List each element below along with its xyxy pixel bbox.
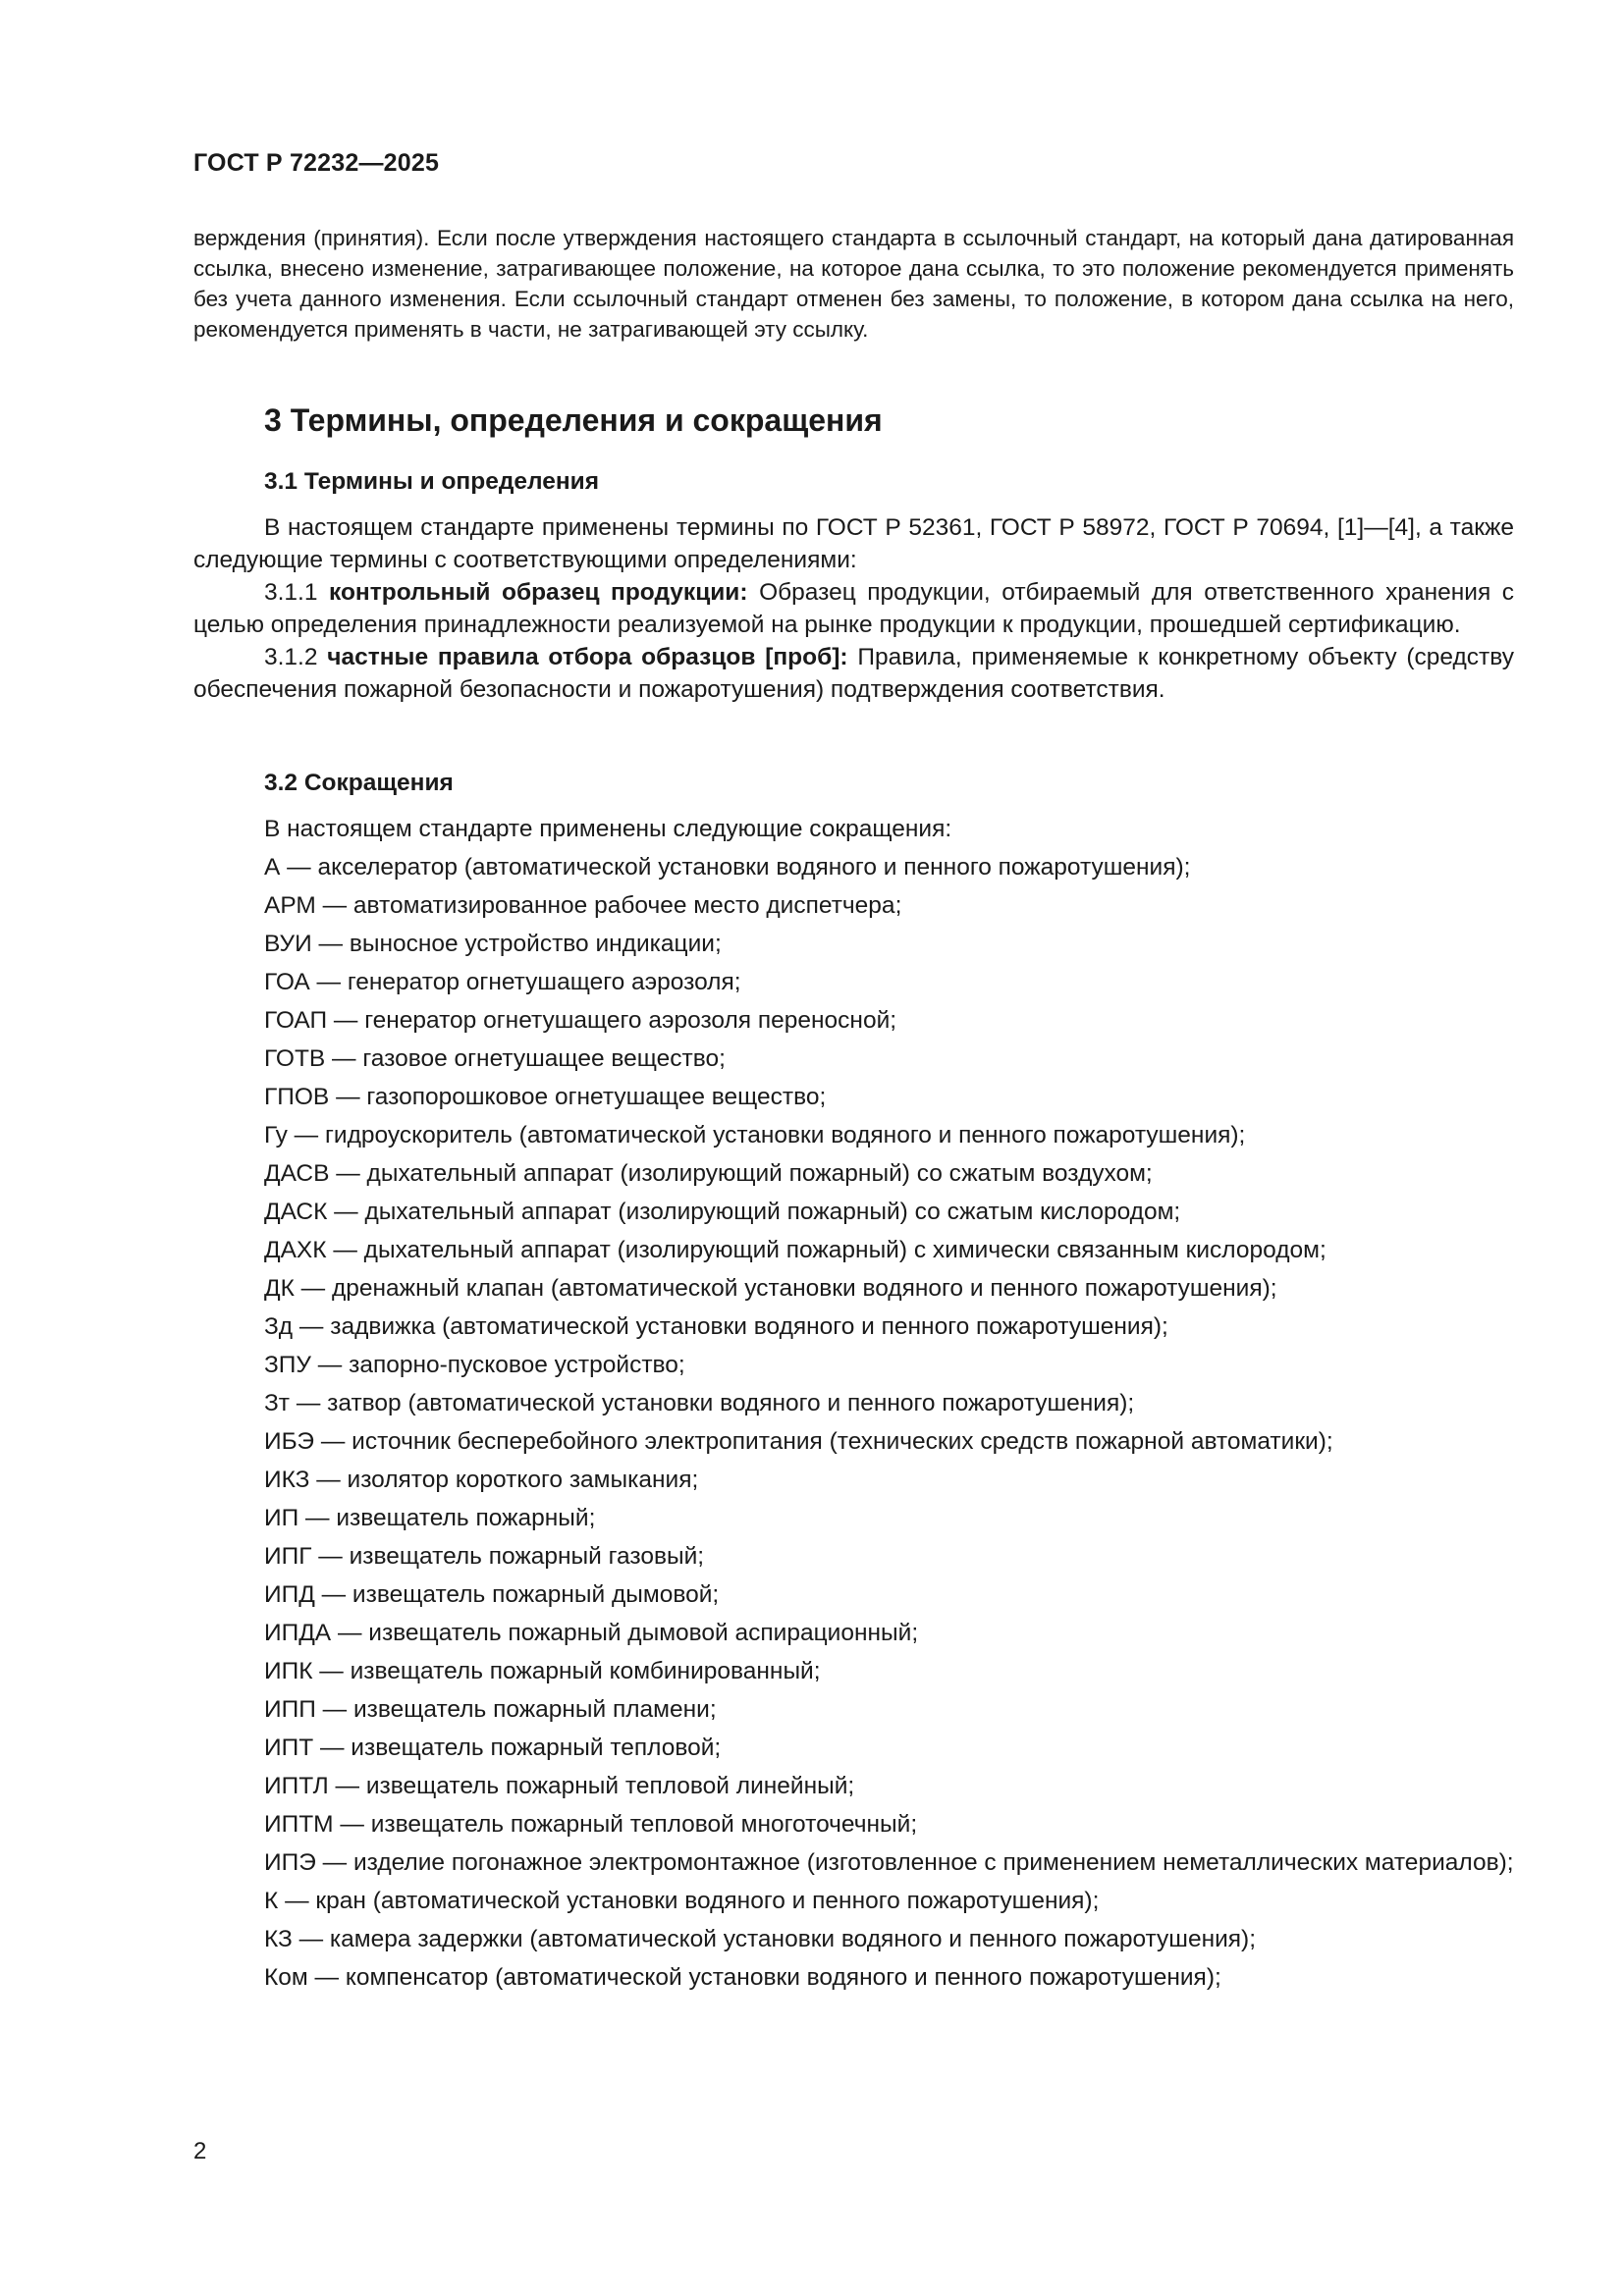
- term-number: 3.1.2: [264, 644, 318, 670]
- abbreviations-intro: В настоящем стандарте применены следующие сокращения:: [264, 816, 952, 842]
- term-number: 3.1.1: [264, 579, 318, 606]
- abbreviation-item: ИПТМ — извещатель пожарный тепловой многоточечный;: [264, 1811, 918, 1838]
- abbreviation-item: Ком — компенсатор (автоматической установки водяного и пенного пожаротушения);: [264, 1964, 1221, 1991]
- abbreviation-item: ИПТ — извещатель пожарный тепловой;: [264, 1735, 722, 1761]
- abbreviation-item: А — акселератор (автоматической установки водяного и пенного пожаротушения);: [264, 854, 1191, 881]
- abbreviation-item: ДК — дренажный клапан (автоматической установки водяного и пенного пожаротушения);: [264, 1275, 1277, 1302]
- abbreviation-item: ГОТВ — газовое огнетушащее вещество;: [264, 1045, 726, 1072]
- terms-intro: В настоящем стандарте применены термины по ГОСТ Р 52361, ГОСТ Р 58972, ГОСТ Р 70694, [1]—[4], а также следующие термины с соответствующими определениями:: [193, 514, 1514, 573]
- abbreviation-item: ДАСВ — дыхательный аппарат (изолирующий пожарный) со сжатым воздухом;: [264, 1160, 1153, 1187]
- term-definition: [193, 641, 1514, 706]
- document-header: ГОСТ Р 72232—2025: [193, 149, 440, 177]
- abbreviation-item: ГОА — генератор огнетушащего аэрозоля;: [264, 969, 741, 995]
- abbreviation-item: ДАСК — дыхательный аппарат (изолирующий пожарный) со сжатым кислородом;: [264, 1199, 1181, 1225]
- abbreviation-item: ДАХК — дыхательный аппарат (изолирующий пожарный) с химически связанным кислородом;: [264, 1237, 1326, 1263]
- abbreviation-item: ВУИ — выносное устройство индикации;: [264, 931, 722, 957]
- abbreviation-item: ИП — извещатель пожарный;: [264, 1505, 596, 1531]
- abbreviation-item: ИБЭ — источник бесперебойного электропитания (технических средств пожарной автоматики);: [264, 1428, 1333, 1455]
- abbreviation-item: ЗПУ — запорно-пусковое устройство;: [264, 1352, 685, 1378]
- abbreviation-item: ИПДА — извещатель пожарный дымовой аспирационный;: [264, 1620, 919, 1646]
- abbreviation-item: ИПП — извещатель пожарный пламени;: [264, 1696, 717, 1723]
- abbreviation-item: ИПК — извещатель пожарный комбинированный;: [264, 1658, 821, 1684]
- abbreviation-item: ИПГ — извещатель пожарный газовый;: [264, 1543, 705, 1570]
- abbreviation-item: ГОАП — генератор огнетушащего аэрозоля переносной;: [264, 1007, 897, 1034]
- terms-block: [193, 511, 1514, 706]
- term-text: Правила, применяемые к конкретному объекту (средству обеспечения пожарной безопасности и пожаротушения) подтверждения соответствия.: [193, 644, 1514, 703]
- page-number: 2: [193, 2138, 207, 2164]
- abbreviation-item: Зд — задвижка (автоматической установки водяного и пенного пожаротушения);: [264, 1313, 1168, 1340]
- abbreviation-item: ИКЗ — изолятор короткого замыкания;: [264, 1467, 699, 1493]
- abbreviation-item: Зт — затвор (автоматической установки водяного и пенного пожаротушения);: [264, 1390, 1135, 1416]
- section-title: 3 Термины, определения и сокращения: [264, 402, 883, 438]
- abbreviation-item: Гу — гидроускоритель (автоматической установки водяного и пенного пожаротушения);: [264, 1122, 1246, 1148]
- abbreviation-item: КЗ — камера задержки (автоматической установки водяного и пенного пожаротушения);: [264, 1926, 1257, 1952]
- abbreviation-item: ИПЭ — изделие погонажное электромонтажное (изготовленное с применением неметаллических материалов);: [264, 1849, 1514, 1876]
- abbreviation-item: ИПТЛ — извещатель пожарный тепловой линейный;: [264, 1773, 855, 1799]
- abbreviation-item: К — кран (автоматической установки водяного и пенного пожаротушения);: [264, 1888, 1100, 1914]
- abbreviation-item: ГПОВ — газопорошковое огнетушащее вещество;: [264, 1084, 827, 1110]
- term-definition: [193, 576, 1514, 641]
- term-text: Образец продукции, отбираемый для ответственного хранения с целью определения принадлежности реализуемой на рынке продукции к продукции, прошедшей сертификацию.: [193, 579, 1514, 638]
- term-name: контрольный образец продукции:: [329, 579, 748, 606]
- abbreviations-block: [193, 813, 1514, 2000]
- subsection-title-terms: 3.1 Термины и определения: [264, 468, 600, 495]
- subsection-title-abbreviations: 3.2 Сокращения: [264, 770, 454, 796]
- abbreviation-item: АРМ — автоматизированное рабочее место диспетчера;: [264, 892, 902, 919]
- abbreviations-list: [193, 851, 1514, 1994]
- abbreviation-item: ИПД — извещатель пожарный дымовой;: [264, 1581, 720, 1608]
- term-name: частные правила отбора образцов [проб]:: [327, 644, 848, 670]
- continuation-paragraph: верждения (принятия). Если после утверждения настоящего стандарта в ссылочный стандарт, на который дана датированная ссылка, внесено изменение, затрагивающее положение, на которое дана ссылка, то это положение рекомендуется применять без учета данного изменения. Если ссылочный стандарт отменен без замены, то положение, в котором дана ссылка на него, рекомендуется применять в части, не затрагивающей эту ссылку.: [193, 226, 1514, 342]
